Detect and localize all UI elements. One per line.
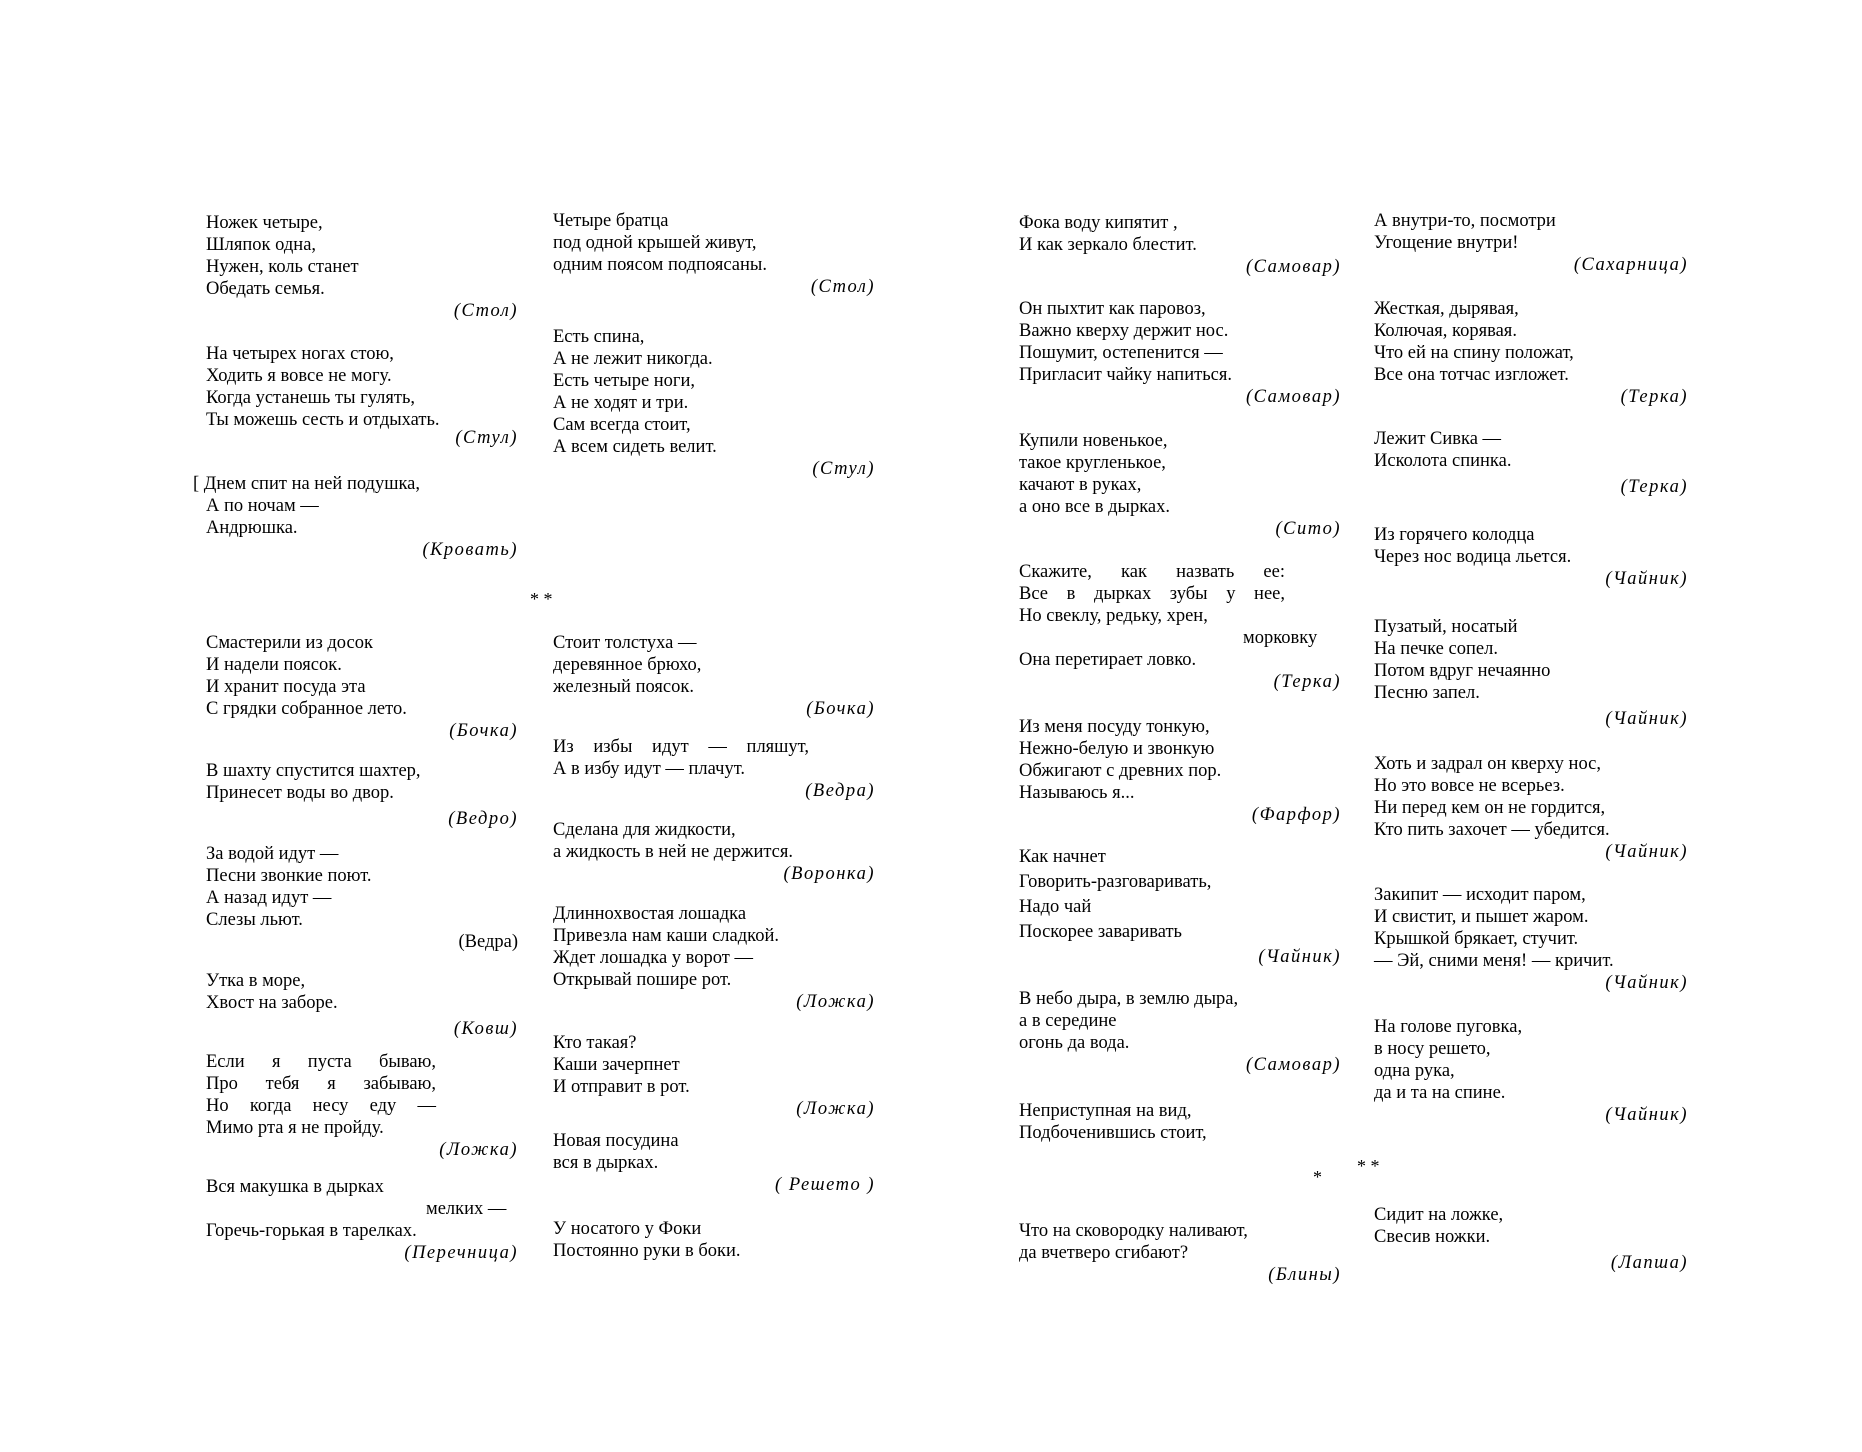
riddle-line: За водой идут — [206, 844, 339, 864]
riddle [1019, 561, 1341, 693]
riddle-answer: (Чайник) [1605, 709, 1688, 729]
riddle-line: Обжигают с древних пор. [1019, 761, 1222, 781]
riddle [1374, 884, 1688, 994]
riddle-line: железный поясок. [553, 677, 694, 697]
riddle-line: Каши зачерпнет [553, 1055, 680, 1075]
riddle-line: Фока воду кипятит , [1019, 213, 1178, 233]
riddle-line: Все в дырках зубы у нее, [1019, 584, 1285, 604]
riddle-line: Но свеклу, редьку, хрен, [1019, 606, 1208, 626]
riddle-line: Надо чай [1019, 897, 1092, 917]
riddle [1019, 1220, 1341, 1286]
riddle-line: И надели поясок. [206, 655, 342, 675]
riddle [1374, 616, 1688, 730]
riddle-line: Закипит — исходит паром, [1374, 885, 1586, 905]
riddle-line: Она перетирает ловко. [1019, 650, 1197, 670]
riddle [193, 473, 518, 561]
riddle-answer: (Самовар) [1246, 257, 1341, 277]
riddle-line: Сидит на ложке, [1374, 1205, 1504, 1225]
riddle [553, 632, 875, 720]
riddle-line: Называюсь я... [1019, 783, 1135, 803]
riddle [1019, 1100, 1341, 1144]
riddle-line: На четырех ногах стою, [206, 344, 394, 364]
riddle-answer: (Чайник) [1605, 1105, 1688, 1125]
riddle-line: Хоть и задрал он кверху нос, [1374, 754, 1602, 774]
riddle-line: Поскорее заваривать [1019, 922, 1182, 942]
riddle-line: А не лежит никогда. [553, 349, 713, 369]
riddle-line: одна рука, [1374, 1061, 1455, 1081]
riddle-answer: (Терка) [1620, 387, 1688, 407]
riddle-line: Привезла нам каши сладкой. [553, 926, 779, 946]
riddle-line: Горечь-горькая в тарелках. [206, 1221, 417, 1241]
riddle-line: Потом вдруг нечаянно [1374, 661, 1551, 681]
riddle-line: Неприступная на вид, [1019, 1101, 1192, 1121]
riddle [1374, 1016, 1688, 1126]
riddle-line: Четыре братца [553, 211, 669, 231]
riddle-line: А не ходят и три. [553, 393, 689, 413]
riddle-answer: (Ложка) [439, 1140, 518, 1160]
riddle-line: Утка в море, [206, 971, 306, 991]
riddle [1374, 524, 1688, 590]
riddle-line: И отправит в рот. [553, 1077, 690, 1097]
riddle-answer: (Стол) [453, 301, 518, 321]
riddle-line: Нужен, коль станет [206, 257, 359, 277]
riddle-line: Из избы идут — пляшут, [553, 737, 809, 757]
riddle-line: На печке сопел. [1374, 639, 1498, 659]
riddle-answer: (Чайник) [1605, 973, 1688, 993]
riddle-line: а жидкость в ней не держится. [553, 842, 793, 862]
riddle-line: Как начнет [1019, 847, 1106, 867]
riddle-line: Все она тотчас изгложет. [1374, 365, 1569, 385]
riddle-line: Ни перед кем он не гордится, [1374, 798, 1606, 818]
riddle-answer: (Ложка) [796, 1099, 875, 1119]
riddle-line: такое кругленькое, [1019, 453, 1166, 473]
riddle-line: Пошумит, остепенится — [1019, 343, 1223, 363]
riddle-answer: (Ведра) [458, 932, 518, 952]
riddle [553, 1130, 875, 1196]
riddle-answer: (Чайник) [1605, 569, 1688, 589]
riddle-line: Песню запел. [1374, 683, 1480, 703]
riddle-line: Смастерили из досок [206, 633, 373, 653]
riddle [1019, 212, 1341, 278]
riddle [553, 210, 875, 298]
riddle [1374, 753, 1688, 863]
riddle-line: Подбоченившись стоит, [1019, 1123, 1207, 1143]
riddle-line: Ножек четыре, [206, 213, 323, 233]
riddle [206, 843, 518, 953]
riddle-line: А внутри-то, посмотри [1374, 211, 1556, 231]
riddle-line: одним поясом подпоясаны. [553, 255, 767, 275]
riddle-answer: (Воронка) [783, 864, 875, 884]
riddle-line: Есть четыре ноги, [553, 371, 696, 391]
riddle-line: На голове пуговка, [1374, 1017, 1523, 1037]
riddle-line: А по ночам — [206, 496, 319, 516]
riddle-line: Но когда несу еду — [206, 1096, 436, 1116]
riddle-line: Крышкой брякает, стучит. [1374, 929, 1579, 949]
riddle-line: да вчетверо сгибают? [1019, 1243, 1189, 1263]
riddle-answer: (Чайник) [1258, 947, 1341, 967]
riddle [1019, 845, 1341, 970]
riddle-line: Лежит Сивка — [1374, 429, 1502, 449]
riddle-answer: (Терка) [1273, 672, 1341, 692]
riddle-line: Шляпок одна, [206, 235, 317, 255]
riddle [1019, 988, 1341, 1076]
riddle-line: Кто такая? [553, 1033, 637, 1053]
riddle-line: Что на сковородку наливают, [1019, 1221, 1248, 1241]
riddle-line: Важно кверху держит нос. [1019, 321, 1229, 341]
riddle [553, 736, 875, 802]
riddle-answer: ( Решето ) [775, 1175, 875, 1195]
section-separator: * * [1357, 1156, 1380, 1176]
riddle-line: Колючая, корявая. [1374, 321, 1517, 341]
riddle [553, 1218, 875, 1262]
riddle [553, 326, 875, 480]
riddle-line: Когда устанешь ты гулять, [206, 388, 416, 408]
riddle-line: Обедать семья. [206, 279, 325, 299]
riddle-answer: (Ведра) [805, 781, 875, 801]
riddle [1374, 1204, 1688, 1274]
riddle [1374, 298, 1688, 408]
riddle-line: Андрюшка. [206, 518, 298, 538]
riddle-line: а в середине [1019, 1011, 1117, 1031]
riddle-answer: (Сахарница) [1573, 255, 1688, 275]
riddle-answer: (Ложка) [796, 992, 875, 1012]
riddle-answer: (Ведро) [448, 809, 518, 829]
riddle-line: [ Днем спит на ней подушка, [193, 474, 421, 494]
riddle-line: морковку [1243, 628, 1318, 648]
riddle [1374, 428, 1688, 498]
riddle-line: Купили новенькое, [1019, 431, 1168, 451]
riddle-line: Жесткая, дырявая, [1374, 299, 1519, 319]
riddle-line: Ходить я вовсе не могу. [206, 366, 392, 386]
riddle-line: Сам всегда стоит, [553, 415, 691, 435]
riddle-line: Пузатый, носатый [1374, 617, 1518, 637]
riddle-line: Скажите, как назвать ее: [1019, 562, 1285, 582]
riddle-line: Пригласит чайку напиться. [1019, 365, 1232, 385]
riddle-line: И как зеркало блестит. [1019, 235, 1197, 255]
riddle-answer: (Бочка) [806, 699, 875, 719]
riddle-line: Открывай пошире рот. [553, 970, 732, 990]
riddle-line: Говорить-разговаривать, [1019, 872, 1212, 892]
riddle-answer: (Терка) [1620, 477, 1688, 497]
riddle [206, 970, 518, 1040]
section-separator: * [1313, 1167, 1322, 1187]
riddle-line: огонь да вода. [1019, 1033, 1130, 1053]
riddle-line: Через нос водица льется. [1374, 547, 1572, 567]
riddle-answer: (Ковш) [453, 1019, 518, 1039]
riddle-answer: (Стол) [810, 277, 875, 297]
riddle-line: да и та на спине. [1374, 1083, 1506, 1103]
riddle-line: деревянное брюхо, [553, 655, 702, 675]
riddle-line: вся в дырках. [553, 1153, 659, 1173]
riddle-line: качают в руках, [1019, 475, 1142, 495]
riddle-answer: (Кровать) [422, 540, 518, 560]
riddle-answer: (Блины) [1268, 1265, 1341, 1285]
section-separator: * * [530, 589, 553, 609]
riddle-line: А всем сидеть велит. [553, 437, 717, 457]
riddle-line: Кто пить захочет — убедится. [1374, 820, 1610, 840]
riddle-line: Нежно-белую и звонкую [1019, 739, 1215, 759]
riddle-line: Что ей на спину положат, [1374, 343, 1574, 363]
riddle-line: А в избу идут — плачут. [553, 759, 746, 779]
riddle-line: Ждет лошадка у ворот — [553, 948, 754, 968]
riddle [553, 1032, 875, 1120]
riddle [206, 632, 518, 742]
riddle [1019, 716, 1341, 826]
riddle [206, 1176, 518, 1264]
riddle-answer: (Самовар) [1246, 387, 1341, 407]
riddle-line: в носу решето, [1374, 1039, 1491, 1059]
riddle-line: И свистит, и пышет жаром. [1374, 907, 1589, 927]
riddle [1019, 298, 1341, 408]
riddle-line: Сделана для жидкости, [553, 820, 736, 840]
riddle-line: И хранит посуда эта [206, 677, 366, 697]
riddle-answer: (Перечница) [404, 1243, 518, 1263]
riddle [206, 212, 518, 322]
riddle-answer: (Сито) [1275, 519, 1341, 539]
riddle-line: мелких — [426, 1199, 507, 1219]
riddle-line: С грядки собранное лето. [206, 699, 407, 719]
riddle [553, 903, 875, 1013]
riddle-line: Про тебя я забываю, [206, 1074, 436, 1094]
riddle-line: — Эй, сними меня! — кричит. [1374, 951, 1614, 971]
riddle-line: Хвост на заборе. [206, 993, 338, 1013]
riddle-line: Длиннохвостая лошадка [553, 904, 747, 924]
riddle [1019, 430, 1341, 540]
riddle [206, 1051, 518, 1161]
riddle-line: Но это вовсе не всерьез. [1374, 776, 1565, 796]
riddle-line: Есть спина, [553, 327, 645, 347]
riddle-answer: (Бочка) [449, 721, 518, 741]
riddle-line: Он пыхтит как паровоз, [1019, 299, 1206, 319]
riddle-line: Ты можешь сесть и отдыхать. [206, 410, 440, 430]
riddle-line: Стоит толстуха — [553, 633, 697, 653]
riddle-line: Новая посудина [553, 1131, 679, 1151]
riddle-answer: (Фарфор) [1251, 805, 1341, 825]
riddle-line: Мимо рта я не пройду. [206, 1118, 384, 1138]
riddle-line: Принесет воды во двор. [206, 783, 394, 803]
riddle-line: Если я пуста бываю, [206, 1052, 436, 1072]
riddle-line: а оно все в дырках. [1019, 497, 1171, 517]
riddle-line: У носатого у Фоки [553, 1219, 702, 1239]
riddle [1374, 210, 1688, 276]
riddle-answer: (Стул) [455, 428, 518, 448]
riddle-line: Слезы льют. [206, 910, 303, 930]
riddle [553, 819, 875, 885]
riddle-line: В небо дыра, в землю дыра, [1019, 989, 1239, 1009]
riddle-line: Вся макушка в дырках [206, 1177, 384, 1197]
riddle-line: Постоянно руки в боки. [553, 1241, 741, 1261]
riddle [206, 343, 518, 449]
riddle-answer: (Чайник) [1605, 842, 1688, 862]
riddle-answer: (Стул) [812, 459, 875, 479]
riddle-line: Из меня посуду тонкую, [1019, 717, 1210, 737]
riddle-line: А назад идут — [206, 888, 332, 908]
riddle-answer: (Самовар) [1246, 1055, 1341, 1075]
riddle-line: под одной крышей живут, [553, 233, 757, 253]
riddle [206, 760, 518, 830]
riddle-line: Песни звонкие поют. [206, 866, 372, 886]
riddle-line: В шахту спустится шахтер, [206, 761, 421, 781]
riddle-line: Исколота спинка. [1374, 451, 1512, 471]
riddle-line: Свесив ножки. [1374, 1227, 1491, 1247]
riddle-line: Угощение внутри! [1374, 233, 1519, 253]
riddle-line: Из горячего колодца [1374, 525, 1535, 545]
riddle-answer: (Лапша) [1610, 1253, 1688, 1273]
